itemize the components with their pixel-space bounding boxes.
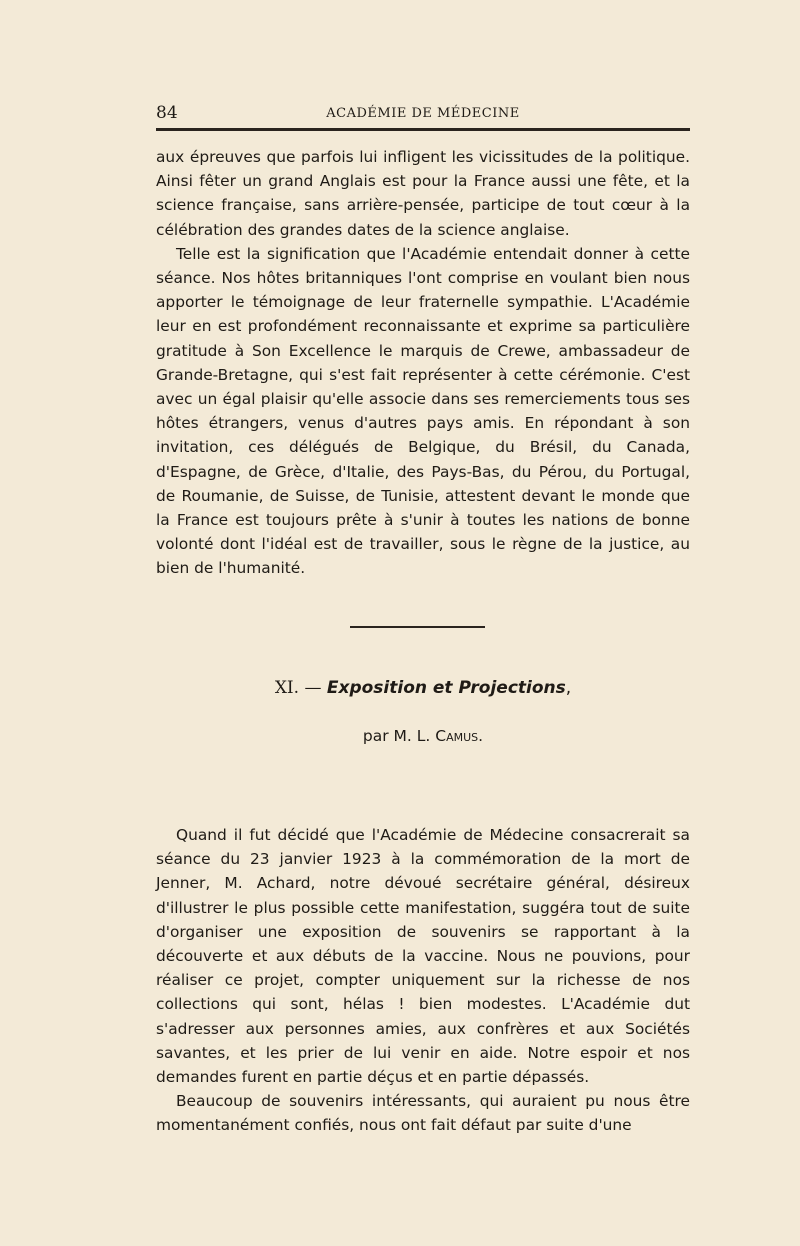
paragraph: Quand il fut décidé que l'Académie de Médecine consacrerait sa séance du 23 janvier 1923 à la commémoration de la mort de Jenner, M. Achard, notre dévoué secrétaire général, désireux d'illustrer le plus possible cette manifestation, suggéra tout de suite d'organiser une exposition de souvenirs se rapportant à la découverte et aux débuts de la vaccine. Nous ne pouvions, pour réaliser ce projet, compter uniquement sur la richesse de nos collections qui sont, hélas ! bien modestes. L'Académie dut s'adresser aux personnes amies, aux confrères et aux Sociétés savantes, et les prier de lui venir en aide. Notre espoir et nos demandes furent en partie déçus et en partie dépassés. — [156, 826, 690, 1087]
section-number: XI. — — [274, 678, 322, 698]
running-title: ACADÉMIE DE MÉDECINE — [326, 106, 520, 121]
section-title: Exposition et Projections — [326, 678, 566, 698]
section-heading — [156, 678, 690, 698]
header-rule — [156, 128, 690, 131]
page-number: 84 — [156, 103, 178, 123]
text-block-bottom — [156, 823, 690, 1138]
paragraph: Telle est la signification que l'Académie entendait donner à cette séance. Nos hôtes britanniques l'ont comprise en voulant bien nous apporter le témoignage de leur fraternelle sympathie. L'Académie leur en est profondément reconnaissante et exprime sa particulière gratitude à Son Excellence le marquis de Crewe, ambassadeur de Grande-Bretagne, qui s'est fait représenter à cette cérémonie. C'est avec un égal plaisir qu'elle associe dans ses remerciements tous ses hôtes étrangers, venus d'autres pays amis. En répondant à son invitation, ces délégués de Belgique, du Brésil, du Canada, d'Espagne, de Grèce, d'Italie, des Pays-Bas, du Pérou, du Portugal, de Roumanie, de Suisse, de Tunisie, attestent devant le monde que la France est toujours prête à s'unir à toutes les nations de bonne volonté dont l'idéal est de travailler, sous le règne de la justice, au bien de l'humanité. — [156, 244, 690, 578]
paragraph: Beaucoup de souvenirs intéressants, qui auraient pu nous être momentanément confiés, nous ont fait défaut par suite d'une — [156, 1092, 690, 1135]
text-block-top — [156, 145, 690, 581]
section-title-suffix: , — [565, 678, 572, 698]
byline-author: Camus. — [435, 727, 484, 745]
byline-prefix: par M. L. — [362, 727, 431, 745]
byline — [156, 727, 690, 745]
paragraph: aux épreuves que parfois lui infligent les vicissitudes de la politique. Ainsi fêter un grand Anglais est pour la France aussi une fête, et la science française, sans arrière-pensée, participe de tout cœur à la célébration des grandes dates de la science anglaise. — [156, 148, 690, 239]
page-header — [156, 100, 690, 126]
section-divider — [350, 626, 485, 628]
